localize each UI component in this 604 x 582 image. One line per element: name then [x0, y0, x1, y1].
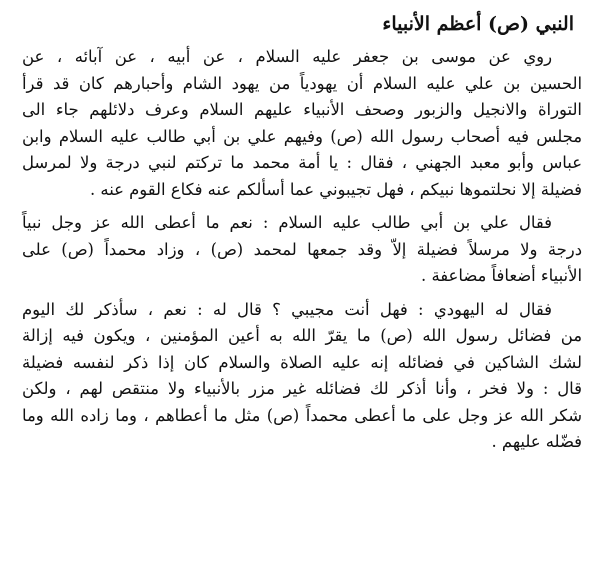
text-line: من فضائل رسول الله (ص) ما يقرّ الله به أعين المؤمنين ، ويكون فيه إزالة	[22, 326, 582, 345]
page-title: النبي (ص) أعظم الأنبياء	[382, 13, 574, 35]
text-line: فقال له اليهودي : فهل أنت مجيبي ؟ قال له : نعم ، سأذكر لك اليوم	[22, 299, 552, 319]
text-line: فضّله عليهم .	[491, 432, 582, 451]
text-line: الأنبياء أضعافاً مضاعفة .	[421, 266, 582, 285]
paragraph-2	[22, 210, 582, 290]
text-line: روي عن موسى بن جعفر عليه السلام ، عن أبيه ، عن آبائه ، عن	[22, 47, 552, 66]
paragraph-3	[22, 297, 582, 456]
text-line: فقال علي بن أبي طالب عليه السلام : نعم ما أعطى الله عز وجل نبياً	[22, 213, 552, 232]
text-line: الحسين بن علي عليه السلام أن يهودياً من يهود الشام وأحبارهم كان قد قرأ	[22, 73, 582, 93]
text-line: درجة ولا مرسلاً فضيلة إلاّ وقد جمعها لمحمد (ص) ، وزاد محمداً (ص) على	[22, 239, 582, 259]
text-line: عباس وأبو معبد الجهني ، فقال : يا أمة محمد ما تركتم لنبي درجة ولا لمرسل	[22, 153, 582, 172]
text-line: شكر الله عز وجل على ما أعطى محمداً (ص) مثل ما أعطاهم ، وما زاده الله وما	[22, 405, 582, 425]
text-line: فضيلة إلا نحلتموها نبيكم ، فهل تجيبوني عما أسألكم عنه فكاع القوم عنه .	[89, 179, 582, 199]
paragraph-1	[22, 44, 582, 203]
text-line: التوراة والانجيل والزبور وصحف الأنبياء عليهم السلام وعرف دلائلهم جاء الى	[22, 100, 582, 119]
text-line: مجلس فيه أصحاب رسول الله (ص) وفيهم علي بن أبي طالب عليه السلام وابن	[22, 126, 582, 146]
text-line: قال : ولا فخر ، وأنا أذكر لك فضائله غير مزر بالأنبياء ولا منتقص لهم ، ولكن	[22, 379, 582, 398]
text-line: لشك الشاكين في فضائله إنه عليه الصلاة والسلام كان إذا ذكر لنفسه فضيلة	[22, 352, 582, 372]
